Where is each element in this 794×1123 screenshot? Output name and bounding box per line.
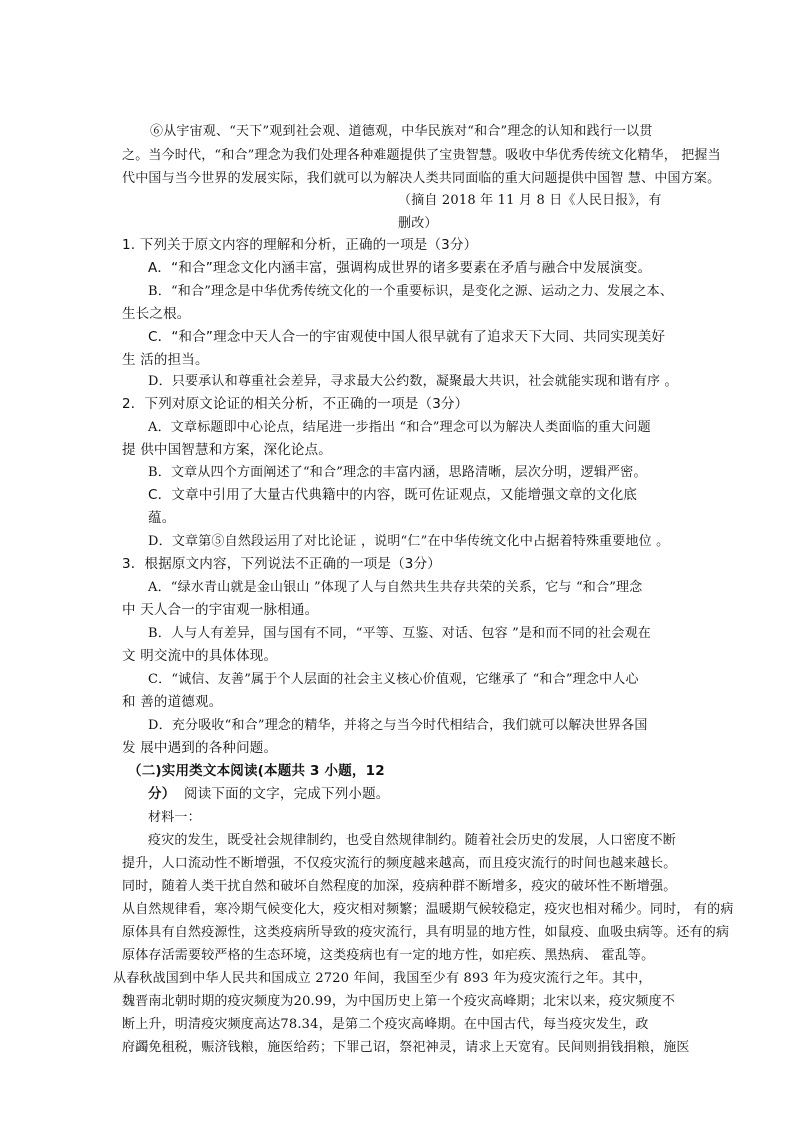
question-3-option-c: C．“诚信、友善”属于个人层面的社会主义核心价值观，它继承了 “和合”理念中人心 (148, 672, 639, 687)
material-2-line-3: 断上升，明清疫灾频度高达78.34，是第二个疫灾高峰期。在中国古代，每当疫灾发生，政 (122, 1017, 649, 1032)
question-3-option-a-cont: 中 天人合一的宇宙观一脉相通。 (122, 602, 319, 618)
material-2-line-4: 府蠲免租税，赈济钱粮，施医给药；下罪己诏，祭祀神灵，请求上天宽宥。民间则捐钱捐粮，施医 (122, 1040, 690, 1055)
source-citation-cont: 删改） (398, 216, 438, 231)
question-2-option-b: B．文章从四个方面阐述了“和合”理念的丰富内涵，思路清晰，层次分明，逻辑严密。 (148, 465, 647, 480)
material-1-line-1: 疫灾的发生，既受社会规律制约，也受自然规律制约。随着社会历史的发展，人口密度不断 (148, 833, 677, 848)
question-2-option-c: C．文章中引用了大量古代典籍中的内容，既可佐证观点，又能增强文章的文化底 (148, 487, 638, 503)
source-citation: （摘自 2018 年 11 月 8 日《人民日报》，有 (398, 193, 662, 208)
question-3-option-a: A．“绿水青山就是金山银山 ”体现了人与自然共生共存共荣的关系，它与 “和合”理念 (148, 580, 643, 595)
section-2-instruction: 阅读下面的文字，完成下列小题。 (184, 786, 390, 802)
question-1-option-c-cont: 生 活的担当。 (122, 352, 209, 368)
question-1-option-b-cont: 生长之根。 (122, 306, 191, 322)
question-2-option-a: A．文章标题即中心论点，结尾进一步指出 “和合”理念可以为解决人类面临的重大问题 (148, 420, 651, 435)
question-2-option-d: D．文章第⑤自然段运用了对比论证 ，说明“仁”在中华传统文化中占据着特殊重要地位 。 (148, 534, 670, 549)
question-1-option-c: C．“和合”理念中天人合一的宇宙观使中国人很早就有了追求天下大同、共同实现美好 (148, 329, 666, 345)
paragraph-6-line-3: 代中国与当今世界的发展实际，我们就可以为解决人类共同面临的重大问题提供中国智 慧、中国方案。 (122, 171, 721, 186)
material-1-line-2: 提升，人口流动性不断增强，不仅疫灾流行的频度越来越高，而且疫灾流行的时间也越来越长。 (122, 856, 677, 871)
question-1-stem: 1. 下列关于原文内容的理解和分析，正确的一项是（3分） (122, 237, 478, 253)
material-1-line-4: 从自然规律看，寒冷期气候变化大，疫灾相对频繁；温暖期气候较稳定，疫灾也相对稀少。同时， 有的病 (122, 902, 734, 917)
material-2-line-2: 魏晋南北朝时期的疫灾频度为20.99，为中国历史上第一个疫灾高峰期；北宋以来，疫灾频度不 (122, 994, 676, 1009)
question-3-option-b: B．人与人有差异，国与国有不同，“平等、互鉴、对话、包容 ”是和而不同的社会观在 (148, 626, 651, 641)
paragraph-6-line-1: ⑥从宇宙观、“天下”观到社会观、道德观，中华民族对“和合”理念的认知和践行一以贯 (150, 124, 653, 139)
material-2-line-1: 从春秋战国到中华人民共和国成立 2720 年间，我国至少有 893 年为疫灾流行之年。其中， (113, 971, 652, 986)
paragraph-6-line-2: 之。当今时代，“和合”理念为我们处理各种难题提供了宝贵智慧。吸收中华优秀传统文化精华， 把握当 (122, 148, 721, 163)
section-2-heading-cont: 分） (148, 786, 176, 802)
material-label: 材料一： (148, 810, 201, 825)
question-3-option-d: D．充分吸收“和合”理念的精华，并将之与当今时代相结合，我们就可以解决世界各国 (148, 718, 648, 733)
question-2-stem: 2．下列对原文论证的相关分析，不正确的一项是（3分） (122, 396, 469, 412)
question-2-option-a-cont: 提 供中国智慧和方案，深化论点。 (122, 442, 332, 458)
question-2-option-c-cont: 蕴。 (148, 510, 176, 526)
question-3-stem: 3．根据原文内容，下列说法不正确的一项是（3分） (122, 556, 441, 572)
material-1-line-5: 原体具有自然疫源性，这类疫病所导致的疫灾流行，具有明显的地方性，如鼠疫、血吸虫病等。还有的病 (122, 925, 730, 940)
question-3-option-c-cont: 和 善的道德观。 (122, 694, 223, 710)
question-3-option-b-cont: 文 明交流中的具体体现。 (122, 648, 278, 664)
section-2-heading: （二)实用类文本阅读(本题共 3 小题，12 (128, 763, 385, 779)
question-1-option-b: B．“和合”理念是中华优秀传统文化的一个重要标识，是变化之源、运动之力、发展之本、 (148, 284, 674, 299)
material-1-line-3: 同时，随着人类干扰自然和破坏自然程度的加深，疫病种群不断增多，疫灾的破坏性不断增强。 (122, 879, 677, 894)
material-1-line-6: 原体存活需要较严格的生态环境，这类疫病也有一定的地方性，如疟疾、黑热病、 霍乱等。 (122, 948, 655, 963)
question-1-option-d: D．只要承认和尊重社会差异，寻求最大公约数，凝聚最大共识，社会就能实现和谐有序 。 (148, 374, 678, 389)
question-3-option-d-cont: 发 展中遇到的各种问题。 (122, 740, 278, 756)
question-1-option-a: A．“和合”理念文化内涵丰富，强调构成世界的诸多要素在矛盾与融合中发展演变。 (148, 260, 652, 276)
